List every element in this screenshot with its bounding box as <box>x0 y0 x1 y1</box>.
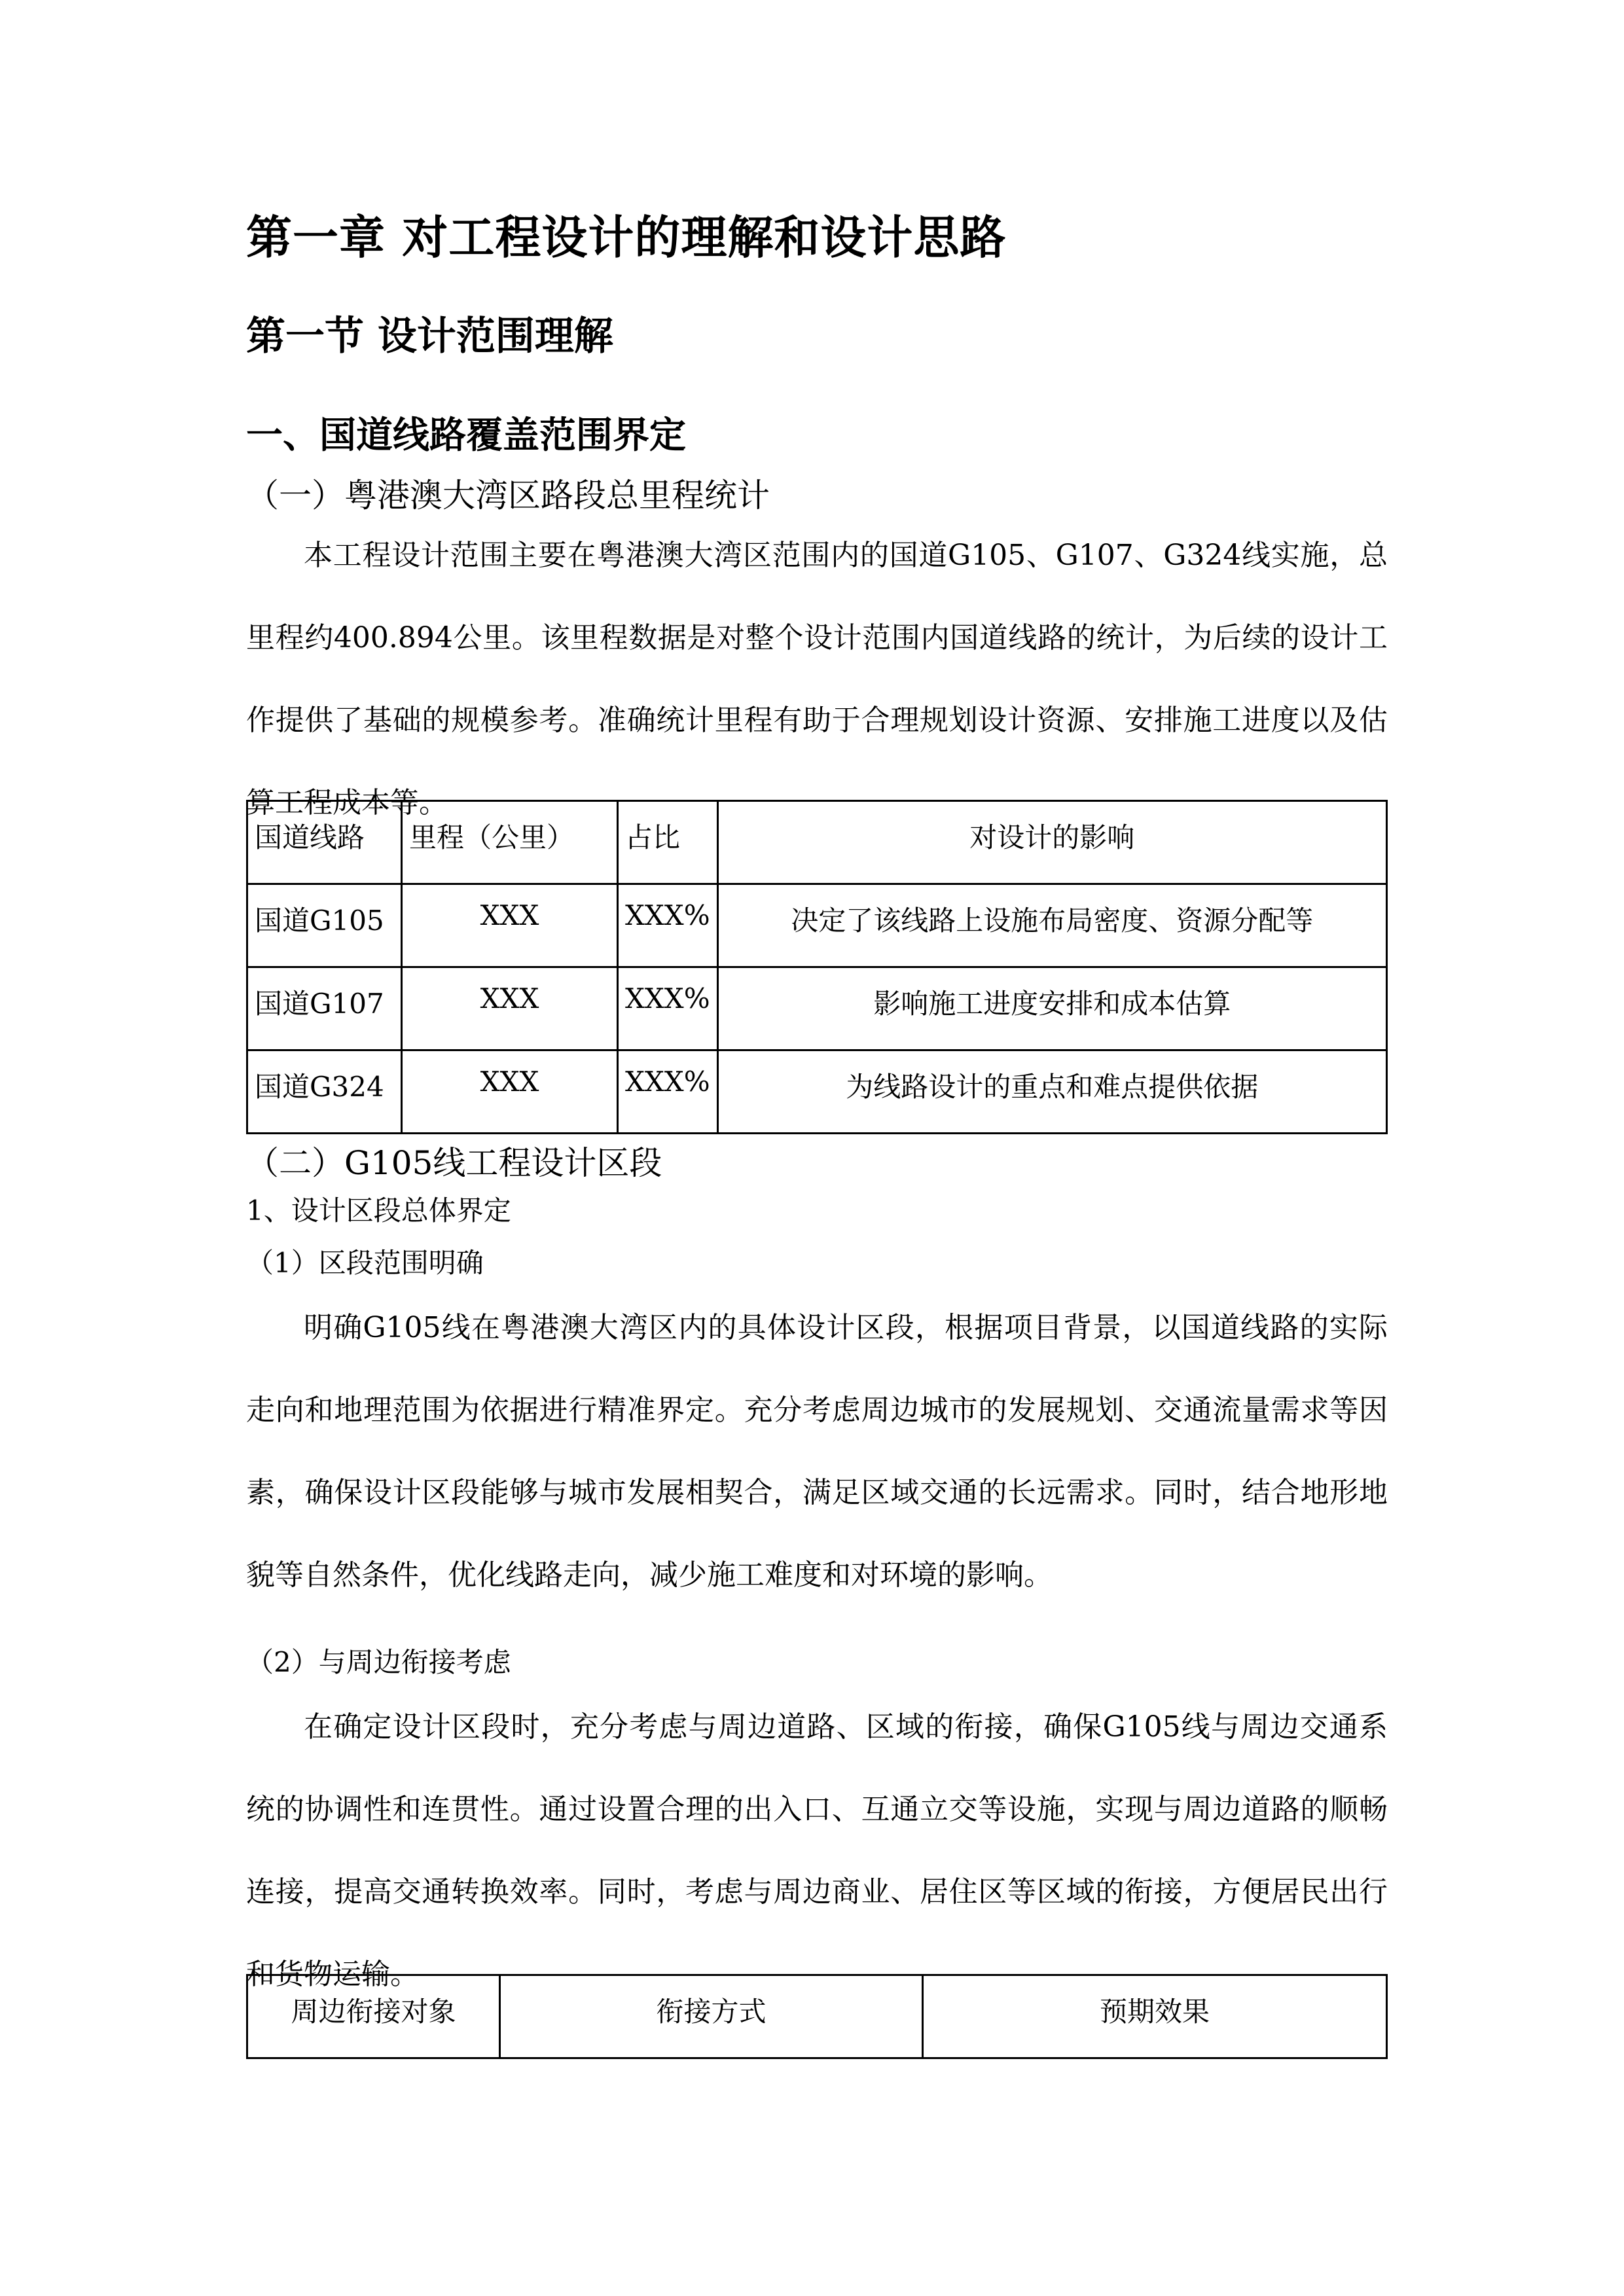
table-header-cell: 里程（公里） <box>402 801 618 884</box>
table-cell: XXX <box>402 884 618 967</box>
part1-paragraph: 本工程设计范围主要在粤港澳大湾区范围内的国道G105、G107、G324线实施，总里程约400.894公里。该里程数据是对整个设计范围内国道线路的统计，为后续的设计工作提供了基础的规模参考。准确统计里程有助于合理规划设计资源、安排施工进度以及估算工程成本等。 <box>246 539 1388 819</box>
part1-title: （一）粤港澳大湾区路段总里程统计 <box>246 476 770 514</box>
table-header-cell: 周边衔接对象 <box>247 1975 500 2058</box>
table-cell: XXX% <box>618 1050 718 1134</box>
chapter-title: 第一章 对工程设计的理解和设计思路 <box>246 211 1007 264</box>
sub2-title: （2）与周边衔接考虑 <box>246 1646 511 1678</box>
table-cell: 影响施工进度安排和成本估算 <box>717 967 1386 1050</box>
table-cell: XXX% <box>618 884 718 967</box>
mileage-table <box>246 800 1388 1134</box>
connection-table <box>246 1974 1388 2059</box>
sub2-paragraph: 在确定设计区段时，充分考虑与周边道路、区域的衔接，确保G105线与周边交通系统的协调性和连贯性。通过设置合理的出入口、互通立交等设施，实现与周边道路的顺畅连接，提高交通转换效率。同时，考虑与周边商业、居住区等区域的衔接，方便居民出行和货物运输。 <box>246 1710 1388 1991</box>
sub1-paragraph: 明确G105线在粤港澳大湾区内的具体设计区段，根据项目背景，以国道线路的实际走向和地理范围为依据进行精准界定。充分考虑周边城市的发展规划、交通流量需求等因素，确保设计区段能够与城市发展相契合，满足区域交通的长远需求。同时，结合地形地貌等自然条件，优化线路走向，减少施工难度和对环境的影响。 <box>246 1311 1388 1592</box>
item1-title: 1、设计区段总体界定 <box>246 1194 511 1227</box>
table-cell: 国道G107 <box>247 967 402 1050</box>
table-row <box>247 967 1387 1050</box>
table-cell: XXX <box>402 967 618 1050</box>
table-cell: 决定了该线路上设施布局密度、资源分配等 <box>717 884 1386 967</box>
section-title: 第一节 设计范围理解 <box>246 314 613 359</box>
table-header-row <box>247 801 1387 884</box>
table-header-cell: 占比 <box>618 801 718 884</box>
table-row <box>247 1050 1387 1134</box>
table-header-cell: 国道线路 <box>247 801 402 884</box>
subsection-title: 一、国道线路覆盖范围界定 <box>246 414 686 457</box>
table-header-cell: 对设计的影响 <box>717 801 1386 884</box>
table-header-row <box>247 1975 1387 2058</box>
sub1-title: （1）区段范围明确 <box>246 1247 484 1279</box>
table-cell: 为线路设计的重点和难点提供依据 <box>717 1050 1386 1134</box>
table-cell: XXX <box>402 1050 618 1134</box>
table-header-cell: 衔接方式 <box>500 1975 923 2058</box>
table-header-cell: 预期效果 <box>923 1975 1387 2058</box>
table-row <box>247 884 1387 967</box>
table-cell: XXX% <box>618 967 718 1050</box>
table-cell: 国道G324 <box>247 1050 402 1134</box>
table-cell: 国道G105 <box>247 884 402 967</box>
part2-title: （二）G105线工程设计区段 <box>246 1144 662 1182</box>
